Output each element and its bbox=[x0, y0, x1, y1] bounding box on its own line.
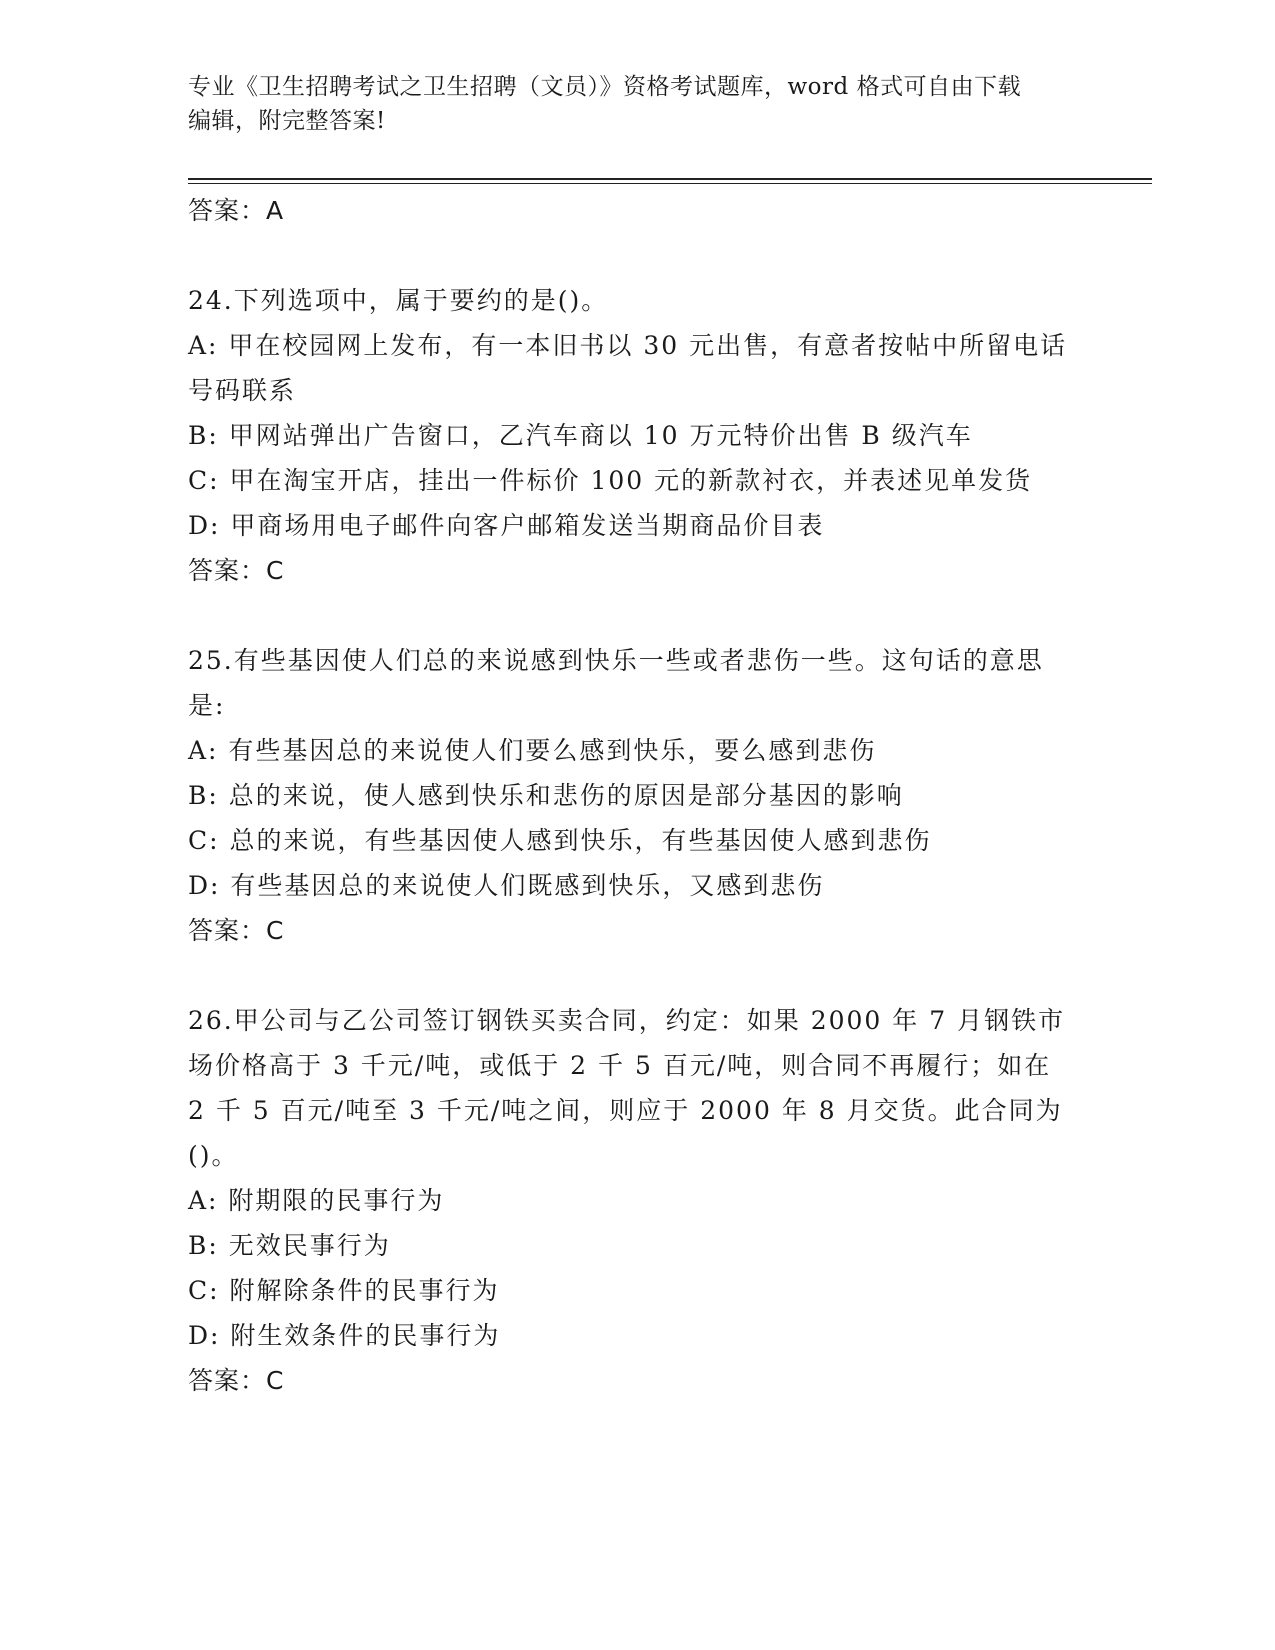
header-rule-thick bbox=[188, 178, 1152, 180]
option-a: A: 有些基因总的来说使人们要么感到快乐，要么感到悲伤 bbox=[188, 736, 877, 765]
option-c: C: 甲在淘宝开店，挂出一件标价 100 元的新款衬衣，并表述见单发货 bbox=[188, 466, 1033, 495]
header-line-1: 专业《卫生招聘考试之卫生招聘（文员）》资格考试题库，word 格式可自由下载 bbox=[188, 74, 1022, 100]
answer-line: 答案：A bbox=[188, 196, 285, 225]
document-header bbox=[188, 70, 1068, 138]
answer-line: 答案：C bbox=[188, 556, 285, 585]
question-25 bbox=[188, 638, 1078, 953]
option-b: B: 甲网站弹出广告窗口，乙汽车商以 10 万元特价出售 B 级汽车 bbox=[188, 421, 973, 450]
option-a: A: 附期限的民事行为 bbox=[188, 1186, 445, 1215]
question-text: 25.有些基因使人们总的来说感到快乐一些或者悲伤一些。这句话的意思是: bbox=[188, 646, 1044, 720]
question-26 bbox=[188, 998, 1078, 1403]
header-line-2: 编辑，附完整答案! bbox=[188, 108, 386, 134]
question-text: 24.下列选项中，属于要约的是()。 bbox=[188, 286, 609, 315]
option-a: A: 甲在校园网上发布，有一本旧书以 30 元出售，有意者按帖中所留电话号码联系 bbox=[188, 331, 1068, 405]
option-d: D: 附生效条件的民事行为 bbox=[188, 1321, 501, 1350]
answer-line: 答案：C bbox=[188, 916, 285, 945]
option-c: C: 总的来说，有些基因使人感到快乐，有些基因使人感到悲伤 bbox=[188, 826, 932, 855]
option-d: D: 甲商场用电子邮件向客户邮箱发送当期商品价目表 bbox=[188, 511, 825, 540]
question-list bbox=[188, 188, 1078, 1403]
question-text: 26.甲公司与乙公司签订钢铁买卖合同，约定：如果 2000 年 7 月钢铁市场价格高于 3 千元/吨，或低于 2 千 5 百元/吨，则合同不再履行；如在 2 千 5 百元/吨至 3 千元/吨之间，则应于 2000 年 8 月交货。此合同为()。 bbox=[188, 1006, 1066, 1170]
option-b: B: 无效民事行为 bbox=[188, 1231, 391, 1260]
option-d: D: 有些基因总的来说使人们既感到快乐，又感到悲伤 bbox=[188, 871, 825, 900]
question-24 bbox=[188, 278, 1078, 593]
option-b: B: 总的来说，使人感到快乐和悲伤的原因是部分基因的影响 bbox=[188, 781, 904, 810]
option-c: C: 附解除条件的民事行为 bbox=[188, 1276, 500, 1305]
header-rule-thin bbox=[188, 183, 1152, 184]
answer-line: 答案：C bbox=[188, 1366, 285, 1395]
